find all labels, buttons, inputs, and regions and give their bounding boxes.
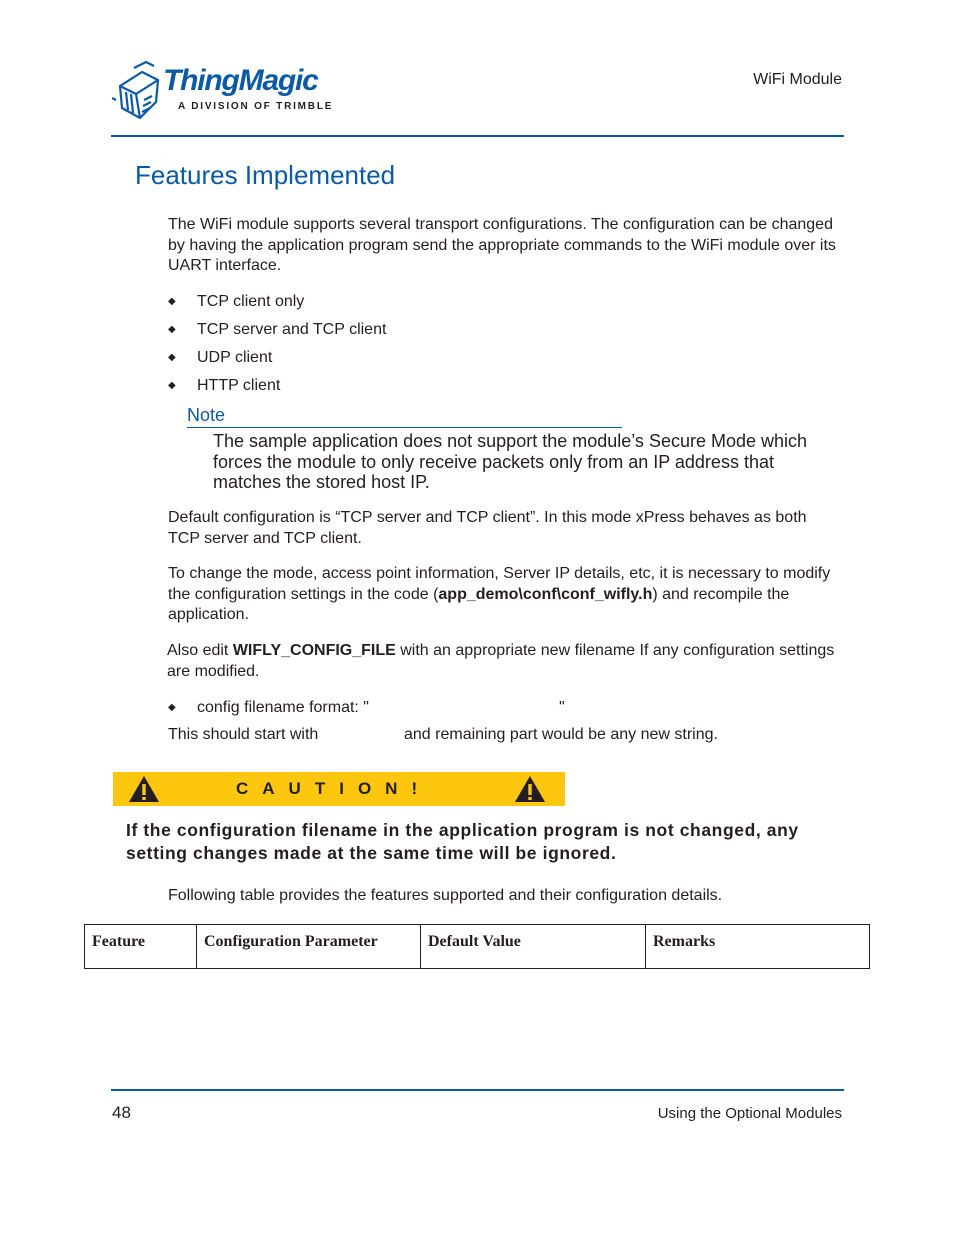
note-label: Note (187, 405, 226, 425)
warning-triangle-icon (514, 775, 546, 803)
config-file-path: app_demo\conf\conf_wifly.h (438, 585, 653, 603)
table-header-configuration-parameter: Configuration Parameter (197, 925, 421, 969)
table-header-feature: Feature (85, 925, 197, 969)
warning-triangle-icon (128, 775, 160, 803)
features-table (84, 924, 870, 969)
list-item: ◆ TCP server and TCP client (168, 321, 387, 338)
bullet-diamond-icon: ◆ (168, 352, 176, 363)
caution-message: If the configuration filename in the application program is not changed, any setting changes made at the same time will be ignored. (126, 820, 799, 863)
header-rule (111, 135, 844, 137)
logo-tagline: A DIVISION OF TRIMBLE (178, 101, 334, 112)
bullet-diamond-icon: ◆ (168, 296, 176, 307)
page-number: 48 (112, 1103, 131, 1122)
running-header-section: WiFi Module (753, 71, 842, 88)
caution-label: CAUTION! (236, 779, 432, 798)
table-header-default-value: Default Value (421, 925, 646, 969)
running-footer-chapter: Using the Optional Modules (657, 1105, 842, 1122)
page-title: Features Implemented (135, 160, 396, 190)
note-rule (187, 427, 622, 428)
list-item: ◆ HTTP client (168, 377, 281, 394)
change-mode-paragraph: To change the mode, access point information, Server IP details, etc, it is necessary to modify the configuration settings in the code (app_demo\conf\conf_wifly.h) and recompile the application. (168, 565, 831, 623)
intro-paragraph: The WiFi module supports several transport configurations. The configuration can be changed by having the application program send the appropriate commands to the WiFi module over its UART interface. (168, 216, 836, 274)
filename-format-close-quote: " (559, 699, 565, 716)
note-text: The sample application does not support the module’s Secure Mode which forces the module to only receive packets only from an IP address that matches the stored host IP. (213, 431, 808, 492)
logo-wordmark: ThingMagic (163, 64, 318, 97)
table-header-remarks: Remarks (646, 925, 870, 969)
list-item: ◆ TCP client only (168, 293, 305, 310)
table-intro: Following table provides the features supported and their configuration details. (168, 887, 723, 904)
start-with-text: This should start with (168, 726, 319, 743)
bullet-diamond-icon: ◆ (168, 702, 176, 713)
footer-rule (111, 1089, 844, 1091)
bullet-diamond-icon: ◆ (168, 324, 176, 335)
also-edit-paragraph: Also edit WIFLY_CONFIG_FILE with an appropriate new filename If any configuration settings are modified. (167, 642, 835, 680)
list-item: ◆ UDP client (168, 349, 273, 366)
default-config-paragraph: Default configuration is “TCP server and TCP client”. In this mode xPress behaves as both TCP server and TCP client. (168, 509, 807, 547)
config-macro-name: WIFLY_CONFIG_FILE (232, 642, 396, 659)
table-header-row (85, 925, 870, 969)
bullet-diamond-icon: ◆ (168, 380, 176, 391)
list-item: ◆ config filename format: " (168, 699, 369, 716)
start-with-remaining: and remaining part would be any new string. (404, 726, 718, 743)
